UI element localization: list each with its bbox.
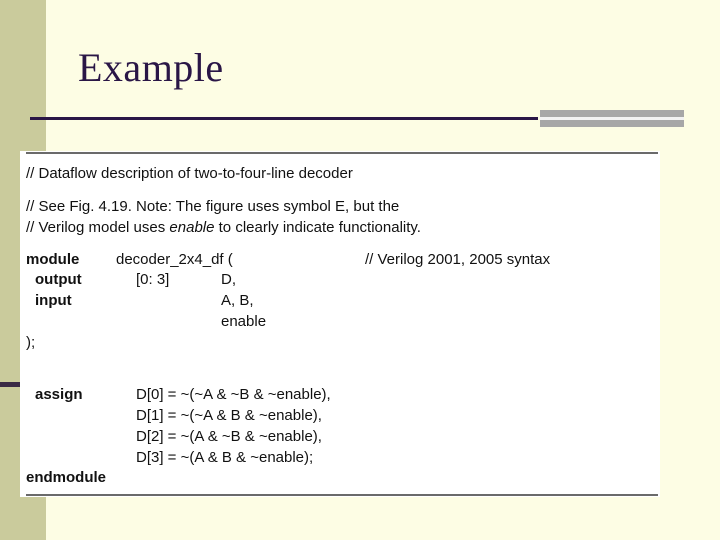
title-underline (30, 117, 538, 120)
code-bottom-rule (26, 494, 658, 496)
comment-emphasis: enable (169, 219, 215, 236)
module-keyword: module (26, 251, 80, 268)
module-syntax-comment: // Verilog 2001, 2005 syntax (365, 251, 551, 268)
assign-d3: D[3] = ~(A & B & ~enable); (136, 449, 314, 466)
output-range: [0: 3] (136, 271, 170, 288)
module-name: decoder_2x4_df ( (116, 251, 233, 268)
assign-d2: D[2] = ~(A & ~B & ~enable), (136, 428, 322, 445)
title-underline-accent (540, 110, 684, 127)
endmodule-keyword: endmodule (26, 469, 107, 486)
assign-d1: D[1] = ~(~A & B & ~enable), (136, 407, 322, 424)
output-keyword: output (35, 271, 82, 288)
port-list-close: ); (26, 334, 36, 351)
comment-text: // Verilog model uses (26, 219, 170, 236)
assign-d0: D[0] = ~(~A & ~B & ~enable), (136, 386, 331, 403)
input-signals: A, B, (221, 292, 254, 309)
input-enable-signal: enable (221, 313, 267, 330)
code-comment-line-3 (26, 219, 421, 237)
code-top-rule (26, 152, 658, 154)
slide-title: Example (78, 45, 224, 90)
code-comment-line-2: // See Fig. 4.19. Note: The figure uses symbol E, but the (26, 198, 400, 215)
input-keyword: input (35, 292, 72, 309)
assign-keyword: assign (35, 386, 83, 403)
code-comment-line-1: // Dataflow description of two-to-four-line decoder (26, 165, 353, 182)
output-signal: D, (221, 271, 236, 288)
comment-text-end: to clearly indicate functionality. (214, 219, 421, 236)
